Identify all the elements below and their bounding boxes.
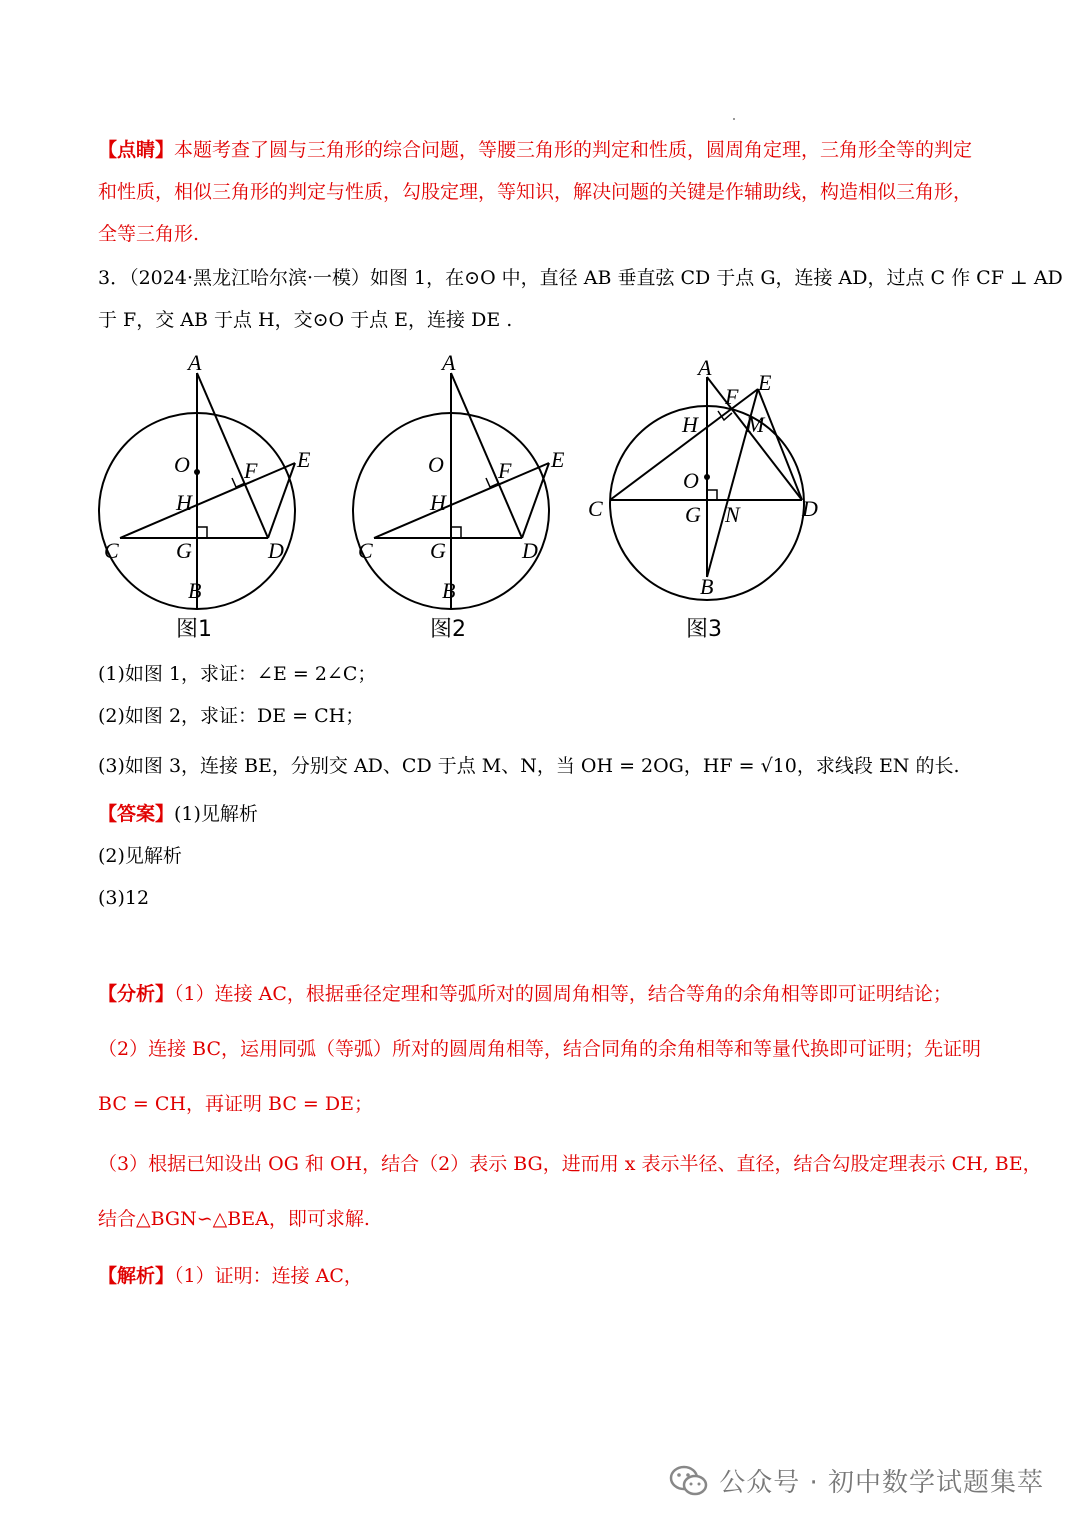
label-h: H xyxy=(176,490,192,515)
label-g: G xyxy=(685,502,701,527)
solution-tag: 【解析】 xyxy=(98,1265,175,1287)
center-o xyxy=(704,474,710,480)
note-line-1 xyxy=(98,136,972,164)
segment-de xyxy=(758,389,802,500)
label-o: O xyxy=(174,452,190,477)
label-b: B xyxy=(442,578,456,603)
segment-de xyxy=(522,463,549,538)
watermark-text: 公众号 · 初中数学试题集萃 xyxy=(719,1468,1044,1498)
label-f: F xyxy=(498,458,512,483)
label-d: D xyxy=(522,538,538,563)
analysis-line-1 xyxy=(98,980,952,1008)
note-line-3: 全等三角形. xyxy=(98,223,200,245)
label-c: C xyxy=(104,538,119,563)
right-angle-g xyxy=(451,527,461,538)
question-3: (3)如图 3，连接 BE，分别交 AD、CD 于点 M、N，当 OH = 2OG，HF = √10，求线段 EN 的长. xyxy=(98,755,960,777)
note-text-1: 本题考查了圆与三角形的综合问题，等腰三角形的判定和性质，圆周角定理，三角形全等的判定 xyxy=(174,139,973,161)
solution-text: （1）证明：连接 AC， xyxy=(174,1265,363,1287)
label-a: A xyxy=(698,355,712,380)
segment-de xyxy=(268,463,295,538)
label-e: E xyxy=(551,447,565,472)
problem-line-2: 于 F，交 AB 于点 H，交⊙O 于点 E，连接 DE . xyxy=(98,309,513,331)
analysis-line-3: BC = CH，再证明 BC = DE； xyxy=(98,1093,373,1115)
wechat-icon xyxy=(669,1464,709,1498)
label-d: D xyxy=(802,496,818,521)
label-o: O xyxy=(428,452,444,477)
label-h: H xyxy=(682,412,698,437)
watermark xyxy=(669,1462,1044,1499)
figure-3-caption: 图3 xyxy=(686,617,722,642)
question-1: (1)如图 1，求证：∠E = 2∠C； xyxy=(98,663,377,685)
label-a: A xyxy=(442,350,456,375)
label-m: M xyxy=(746,412,765,437)
answer-1: (1)见解析 xyxy=(174,803,258,825)
analysis-line-5: 结合△BGN∽△BEA，即可求解. xyxy=(98,1208,370,1230)
analysis-line-2: （2）连接 BC，运用同弧（等弧）所对的圆周角相等，结合同角的余角相等和等量代换即可证明；先证明 xyxy=(98,1038,981,1060)
label-e: E xyxy=(758,370,772,395)
answer-tag: 【答案】 xyxy=(98,803,175,825)
note-line-2: 和性质，相似三角形的判定与性质，勾股定理，等知识，解决问题的关键是作辅助线，构造相似三角形， xyxy=(98,181,973,203)
note-tag: 【点睛】 xyxy=(98,139,175,161)
answer-3: (3)12 xyxy=(98,887,150,909)
stray-dot xyxy=(733,118,735,120)
answer-2: (2)见解析 xyxy=(98,845,182,867)
figure-1-caption: 图1 xyxy=(176,617,212,642)
label-f: F xyxy=(244,458,258,483)
label-b: B xyxy=(188,578,202,603)
analysis-tag: 【分析】 xyxy=(98,983,175,1005)
right-angle-g xyxy=(197,527,207,538)
label-g: G xyxy=(176,538,192,563)
label-h: H xyxy=(430,490,446,515)
problem-line-1: 3．（2024·黑龙江哈尔滨·一模）如图 1，在⊙O 中，直径 AB 垂直弦 CD 于点 G，连接 AD，过点 C 作 CF ⊥ AD xyxy=(98,267,1063,289)
label-n: N xyxy=(725,502,740,527)
label-a: A xyxy=(188,350,202,375)
label-b: B xyxy=(700,574,714,599)
label-c: C xyxy=(358,538,373,563)
figure-3 xyxy=(580,350,830,610)
figure-2 xyxy=(342,350,582,610)
label-f: F xyxy=(725,384,739,409)
right-angle-g xyxy=(707,490,717,500)
question-2: (2)如图 2，求证：DE = CH； xyxy=(98,705,365,727)
label-g: G xyxy=(430,538,446,563)
segment-ad xyxy=(197,373,268,538)
label-c: C xyxy=(588,496,603,521)
label-o: O xyxy=(683,468,699,493)
answer-line-1 xyxy=(98,800,258,828)
label-e: E xyxy=(297,447,311,472)
label-d: D xyxy=(268,538,284,563)
analysis-line-4: （3）根据已知设出 OG 和 OH，结合（2）表示 BG，进而用 x 表示半径、直径，结合勾股定理表示 CH, BE， xyxy=(98,1153,1042,1175)
segment-ad xyxy=(451,373,522,538)
center-o xyxy=(194,469,200,475)
figure-1 xyxy=(88,350,328,610)
solution-line xyxy=(98,1262,363,1290)
segment-ad xyxy=(707,377,802,500)
figure-2-caption: 图2 xyxy=(430,617,466,642)
analysis-text-1: （1）连接 AC，根据垂径定理和等弧所对的圆周角相等，结合等角的余角相等即可证明结论； xyxy=(174,983,952,1005)
